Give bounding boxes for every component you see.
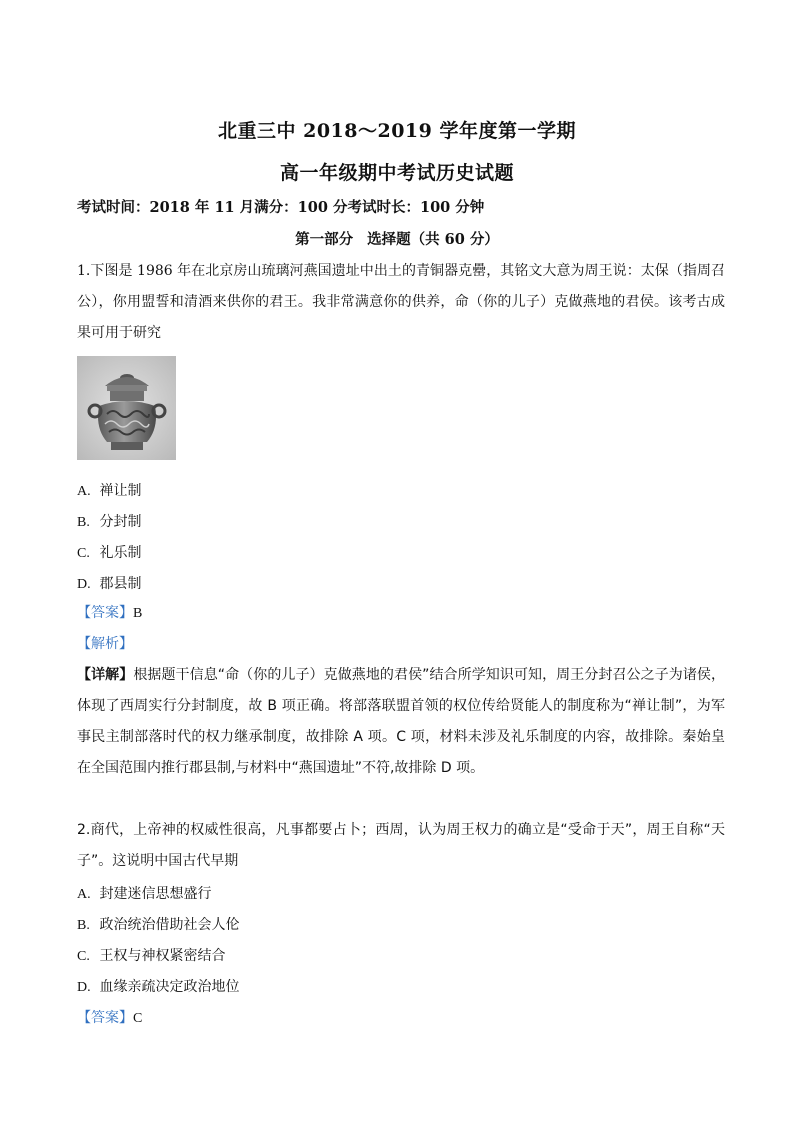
question-1-option-b: B. 分封制: [77, 514, 142, 530]
question-1-stem: 1.下图是 1986 年在北京房山琉璃河燕国遗址中出土的青铜器克罍，其铭文大意为周王说：太保（指周召公），你用盟誓和清酒来供你的君王。我非常满意你的供养，命（你的儿子）克做燕地的君侯。该考古成果可用于研究: [77, 263, 725, 341]
question-1-option-d: D. 郡县制: [77, 576, 142, 592]
answer-value: C: [133, 1011, 143, 1026]
question-2-option-a: A. 封建迷信思想盛行: [77, 886, 212, 902]
question-1-option-c: C. 礼乐制: [77, 545, 142, 561]
question-1-analysis-label: 【解析】: [77, 636, 133, 652]
section-name: 选择题（共 60 分）: [367, 231, 499, 248]
section-heading: [0, 228, 794, 249]
answer-label: 【答案】: [77, 605, 133, 621]
question-1-option-a: A. 禅让制: [77, 483, 142, 499]
answer-value: B: [133, 606, 143, 621]
section-part: 第一部分: [295, 231, 354, 248]
question-2-answer: [77, 1007, 142, 1027]
detail-text: 根据题干信息“命（你的儿子）克做燕地的君侯”结合所学知识可知，周王分封召公之子为诸侯，体现了西周实行分封制度，故 B 项正确。将部落联盟首领的权位传给贤能人的制度称为“禅让制”，为军事民主制部落时代的权力继承制度，故排除 A 项。C 项，材料未涉及礼乐制度的内容，故排除。秦始皇在全国范围内推行郡县制,与材料中“燕国遗址”不符,故排除 D 项。: [77, 667, 725, 776]
question-1-detail: [77, 660, 725, 784]
question-2-stem: 2.商代，上帝神的权威性很高，凡事都要占卜；西周，认为周王权力的确立是“受命于天”，周王自称“天子”。这说明中国古代早期: [77, 822, 725, 869]
exam-title-subject: 高一年级期中考试历史试题: [279, 162, 514, 184]
question-1-answer: [77, 602, 142, 622]
question-2-option-b: B. 政治统治借助社会人伦: [77, 917, 240, 933]
exam-title-school: 北重三中 2018～2019 学年度第一学期: [218, 120, 576, 142]
answer-label: 【答案】: [77, 1010, 133, 1026]
bronze-vessel-image: [77, 356, 176, 460]
detail-label: 【详解】: [77, 667, 134, 683]
question-2-option-c: C. 王权与神权紧密结合: [77, 948, 226, 964]
exam-info: 考试时间：2018 年 11 月满分：100 分考试时长：100 分钟: [77, 199, 485, 216]
question-2-option-d: D. 血缘亲疏决定政治地位: [77, 979, 240, 995]
